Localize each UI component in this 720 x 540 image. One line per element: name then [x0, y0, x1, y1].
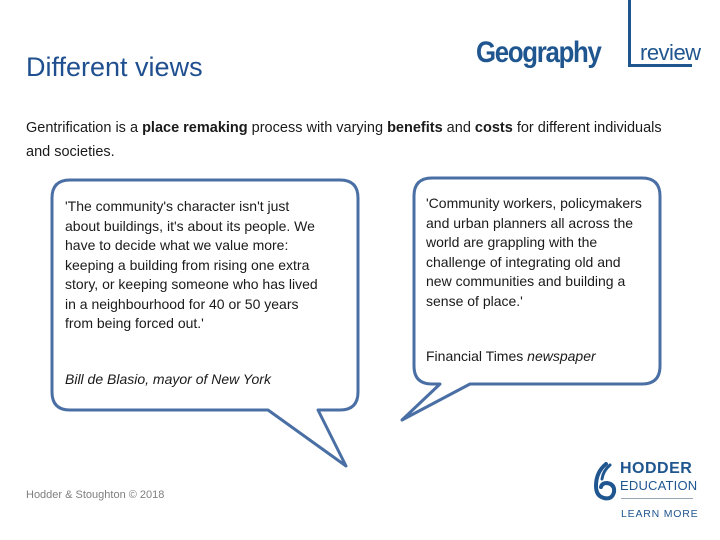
hodder-logo-divider [621, 498, 693, 499]
hodder-logo-line2: EDUCATION [620, 478, 698, 493]
intro-text-2: process with varying [247, 120, 388, 136]
logo-geography-text: Geography [476, 36, 601, 69]
intro-text-3: and [442, 120, 475, 136]
quote-financial-times: 'Community workers, policymakers and urban planners all across the world are grappling with the challenge of integrating old and new communities and building a sense of place.' [426, 195, 642, 309]
hodder-education-logo [592, 460, 712, 522]
hodder-logo-tagline: LEARN MORE [621, 508, 699, 520]
hodder-mark-icon [592, 462, 618, 506]
intro-text-1: Gentrification is a [26, 120, 143, 136]
attribution-source: Financial Times [426, 348, 528, 364]
attribution-de-blasio: Bill de Blasio, mayor of New York [65, 371, 271, 387]
attribution-financial-times [426, 348, 596, 364]
intro-text-4: for different individuals and societies. [26, 120, 662, 160]
page-title: Different views [26, 52, 203, 82]
intro-emphasis-place-remaking: place remaking [142, 120, 248, 136]
attribution-publication-type: newspaper [527, 348, 596, 364]
intro-emphasis-benefits: benefits [387, 120, 443, 136]
quote-de-blasio: 'The community's character isn't just about buildings, it's about its people. We have to decide what we value more: keeping a building from rising one extra story, or keeping someone who has lived in a neighbourhood for 40 or 50 years from being forced out.' [65, 198, 318, 331]
logo-review-text: review [640, 40, 701, 65]
intro-emphasis-costs: costs [474, 120, 513, 136]
footer-copyright: Hodder & Stoughton © 2018 [26, 489, 165, 501]
hodder-logo-line1: HODDER [620, 460, 693, 477]
